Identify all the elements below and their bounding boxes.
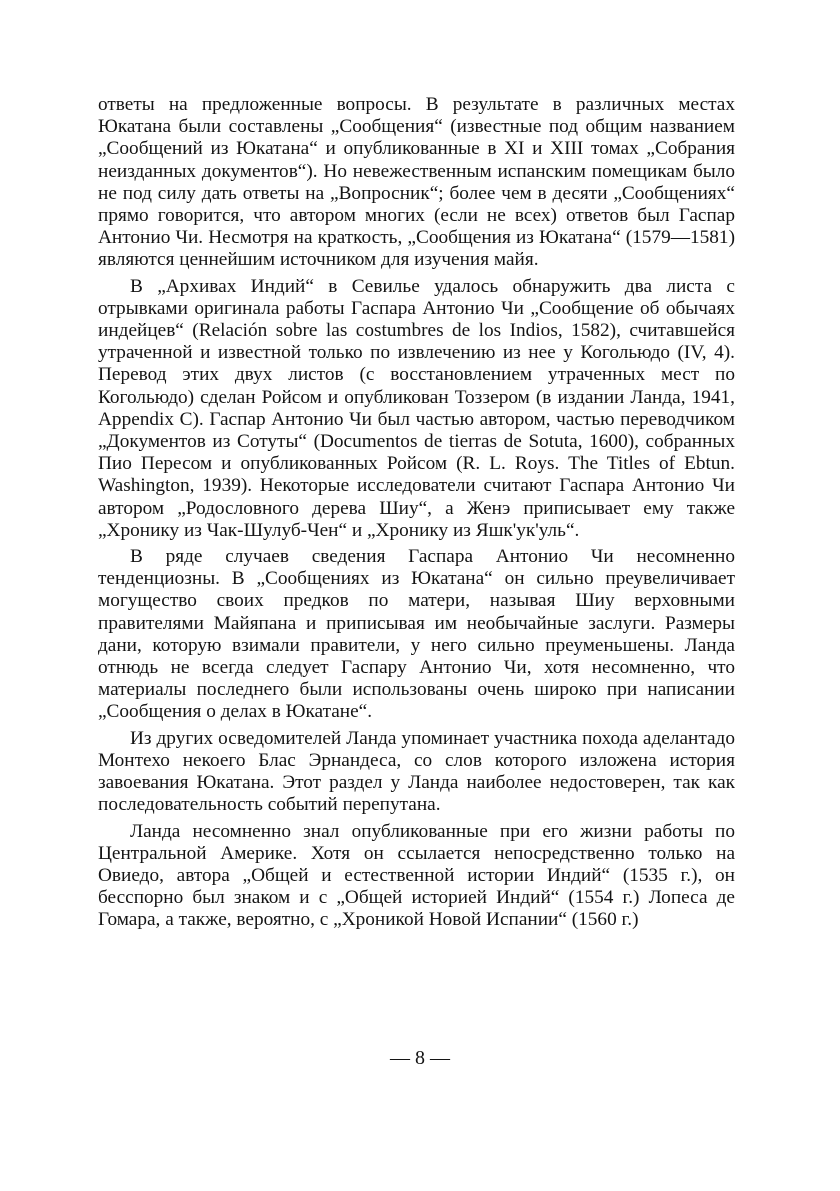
paragraph-2: В „Архивах Индий“ в Севилье удалось обнаружить два листа с отрывками оригинала работы Гаспара Антонио Чи „Сообщение об обычаях индейцев“ (Relación sobre las costumbres de los Indios, 1582), считавшейся утраченной и известной только по извлечению из нее у Когольюдо (IV, 4). Перевод этих двух листов (с восстановлением утраченных мест по Когольюдо) сделан Ройсом и опубликован Тоззером (в издании Ланда, 1941, Appendix C). Гаспар Антонио Чи был частью автором, частью переводчиком „Документов из Сотуты“ (Documentos de tierras de Sotuta, 1600), собранных Пио Пересом и опубликованных Ройсом (R. L. Roys. The Titles of Ebtun. Washington, 1939). Некоторые исследователи считают Гаспара Антонио Чи автором „Родословного дерева Шиу“, а Женэ приписывает ему также „Хронику из Чак-Шулуб-Чен“ и „Хронику из Яшк'ук'уль“. (98, 275, 735, 541)
page-number: — 8 — (390, 1047, 450, 1069)
paragraph-4: Из других осведомителей Ланда упоминает участника похода аделантадо Монтехо некоего Блас Эрнандеса, со слов которого изложена история завоевания Юкатана. Этот раздел у Ланда наиболее недостоверен, так как последовательность событий перепутана. (98, 727, 735, 816)
paragraph-1: ответы на предложенные вопросы. В результате в различных местах Юкатана были составлены „Сообщения“ (известные под общим названием „Сообщений из Юкатана“ и опубликованные в XI и XIII томах „Собрания неизданных документов“). Но невежественным испанским помещикам было не под силу дать ответы на „Вопросник“; более чем в десяти „Сообщениях“ прямо говорится, что автором многих (если не всех) ответов был Гаспар Антонио Чи. Несмотря на краткость, „Сообщения из Юкатана“ (1579—1581) являются ценнейшим источником для изучения майя. (98, 94, 735, 271)
paragraph-5: Ланда несомненно знал опубликованные при его жизни работы по Центральной Америке. Хотя он ссылается непосредственно только на Овиедо, автора „Общей и естественной истории Индий“ (1535 г.), он бесспорно был знаком и с „Общей историей Индий“ (1554 г.) Лопеса де Гомара, а также, вероятно, с „Хроникой Новой Испании“ (1560 г.) (98, 820, 735, 931)
paragraph-3: В ряде случаев сведения Гаспара Антонио Чи несомненно тенденциозны. В „Сообщениях из Юкатана“ он сильно преувеличивает могущество своих предков по матери, называя Шиу верховными правителями Майяпана и приписывая им необычайные заслуги. Размеры дани, которую взимали правители, у него сильно преуменьшены. Ланда отнюдь не всегда следует Гаспару Антонио Чи, хотя несомненно, что материалы последнего были использованы очень широко при написании „Сообщения о делах в Юкатане“. (98, 546, 735, 723)
body-text (98, 94, 735, 932)
